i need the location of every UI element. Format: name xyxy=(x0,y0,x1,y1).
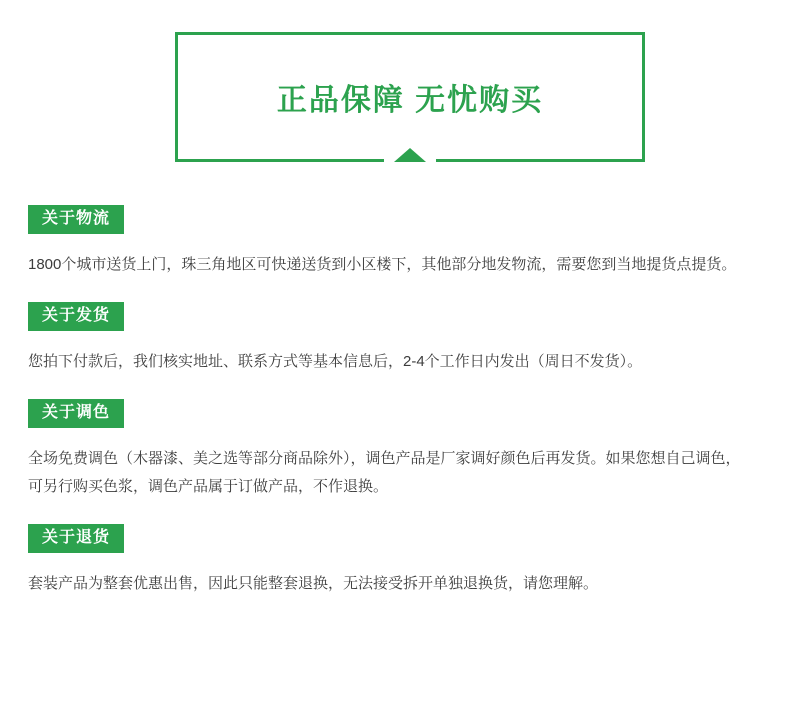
section-color-mixing xyxy=(28,399,762,501)
banner-arrow-icon xyxy=(394,148,426,162)
section-line: 可另行购买色浆，调色产品属于订做产品，不作退换。 xyxy=(28,478,389,495)
banner-title: 正品保障 无忧购买 xyxy=(276,84,544,117)
section-body-returns xyxy=(28,570,762,598)
section-body-logistics xyxy=(28,251,762,279)
section-tag-color-mixing: 关于调色 xyxy=(28,399,124,428)
section-line: 1800个城市送货上门，珠三角地区可快递送货到小区楼下，其他部分地发物流，需要您到当地提货点提货。 xyxy=(28,256,737,273)
section-line: 套装产品为整套优惠出售，因此只能整套退换，无法接受拆开单独退换货，请您理解。 xyxy=(28,575,599,592)
guarantee-banner xyxy=(175,32,645,162)
section-line: 全场免费调色（木器漆、美之选等部分商品除外），调色产品是厂家调好颜色后再发货。如果您想自己调色， xyxy=(28,450,741,467)
section-body-shipping xyxy=(28,348,762,376)
section-returns xyxy=(28,524,762,598)
section-logistics xyxy=(28,205,762,279)
section-body-color-mixing xyxy=(28,445,762,501)
section-line: 您拍下付款后，我们核实地址、联系方式等基本信息后，2-4个工作日内发出（周日不发货）。 xyxy=(28,353,643,370)
section-shipping xyxy=(28,302,762,376)
section-tag-shipping: 关于发货 xyxy=(28,302,124,331)
info-sections xyxy=(28,205,762,598)
section-tag-logistics: 关于物流 xyxy=(28,205,124,234)
section-tag-returns: 关于退货 xyxy=(28,524,124,553)
